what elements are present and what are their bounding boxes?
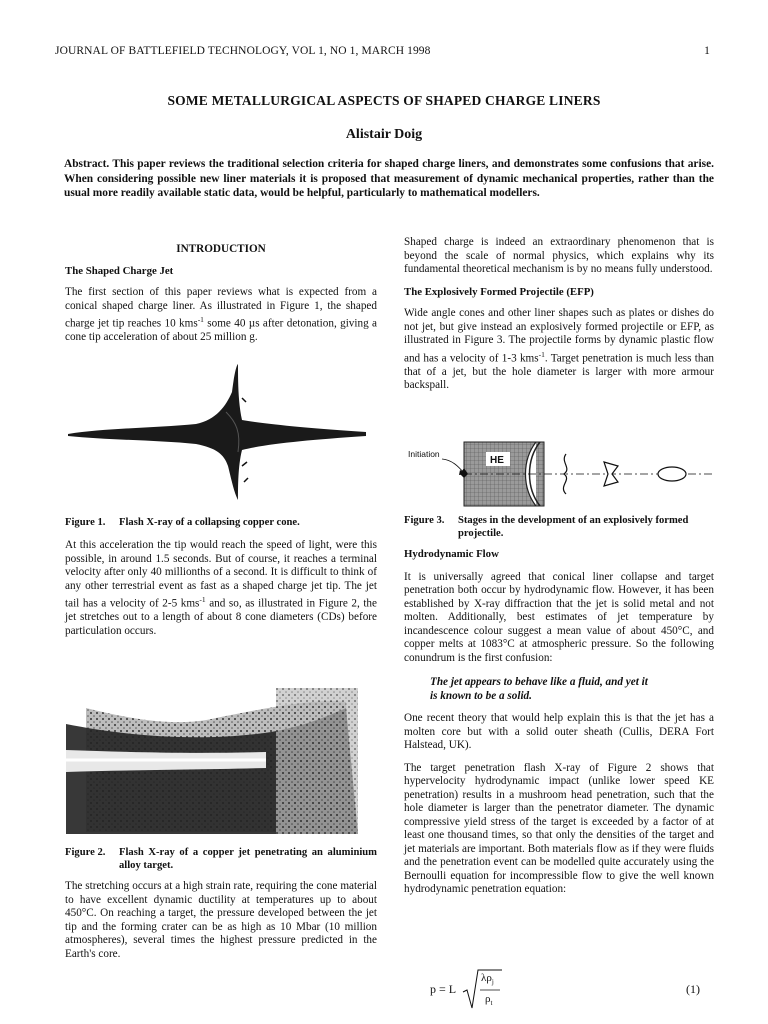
- paragraph: The first section of this paper reviews what is expected from a conical shaped charge liner. As illustrated in Figure 1, the shaped charge jet tip reaches 10 kms$^{-1}$ some 40 µs after detonation, giving a cone tip acceleration of about 25 million g.: [65, 286, 377, 344]
- left-column-mid: [65, 539, 377, 638]
- abstract: Abstract. This paper reviews the traditional selection criteria for shaped charge liners, and demonstrates some confusions that arise. When considering possible new liner materials it is proposed that measurement of dynamic mechanical properties, rather than the usual more readily available static data, would be helpful, particularly to mathematical modellers.: [64, 158, 714, 199]
- section-heading-introduction: INTRODUCTION: [176, 243, 266, 255]
- journal-title: JOURNAL OF BATTLEFIELD TECHNOLOGY, VOL 1, NO 1, MARCH 1998: [55, 45, 431, 57]
- right-column-top: [404, 236, 714, 393]
- quote-line-1: The jet appears to behave like a fluid, and yet it: [430, 676, 648, 688]
- paper-title: SOME METALLURGICAL ASPECTS OF SHAPED CHARGE LINERS: [167, 93, 601, 108]
- paragraph: One recent theory that would help explain this is that the jet has a molten core but with a solid outer sheath (Cullis, DERA Fort Halstead, UK).: [404, 712, 714, 751]
- figure-1-caption: Figure 1. Flash X-ray of a collapsing copper cone.: [65, 517, 300, 528]
- equation-1: [404, 968, 714, 1014]
- running-header: [55, 45, 710, 57]
- left-column-bottom: [65, 880, 377, 961]
- paragraph: The stretching occurs at a high strain rate, requiring the cone material to have excellent dynamic ductility at temperatures up to about 450°C. On reaching a target, the pressure developed between the jet tip and the forming crater can be as high as 10 Mbar (10 million atmospheres), several times the highest pressure predicted in the Earth's core.: [65, 880, 377, 960]
- subheading-shaped-charge-jet: The Shaped Charge Jet: [65, 264, 174, 277]
- paragraph: It is universally agreed that conical liner collapse and target penetration both occur by hydrodynamic flow. However, it has been established by X-ray diffraction that the jet is solid metal and not molten. Additionally, best estimates of jet temperature by incandescence colour suggest a mean value of about 450°C, and copper melts at 1083°C at atmospheric pressure. So the following conundrum is the first confusion:: [404, 570, 714, 664]
- figure-3-efp-diagram: [406, 440, 716, 508]
- page-number: 1: [704, 45, 710, 57]
- figure-2-xray-image: [66, 688, 358, 834]
- author: Alistair Doig: [345, 127, 423, 142]
- figure-2-caption: Figure 2. Flash X-ray of a copper jet penetrating an aluminium alloy target.: [65, 847, 377, 871]
- paragraph: Shaped charge is indeed an extraordinary phenomenon that is beyond the scale of normal physics, which explains why its fundamental theoretical mechanism is by no means fully understood.: [404, 236, 714, 275]
- subheading-hydrodynamic-flow: Hydrodynamic Flow: [404, 548, 499, 560]
- left-column-top: [65, 243, 377, 345]
- he-label: HE: [490, 455, 504, 466]
- figure-3-caption: Figure 3. Stages in the development of an explosively formed projectile.: [404, 515, 689, 539]
- paragraph: At this acceleration the tip would reach the speed of light, were this possible, in around 1.5 seconds. But of course, it reaches a terminal velocity after only 40 millionths of a second. It is difficult to think of any other terrestrial event as fast as a shaped charge jet tip. The jet tail has a velocity of 2-5 kms$^{-1}$ and so, as illustrated in Figure 2, the jet stretches out to a length of about 8 cone diameters (CDs) before particulation occurs.: [65, 539, 377, 637]
- equation-numerator: $\lambda\rho_j$: [481, 972, 494, 987]
- paragraph: The target penetration flash X-ray of Figure 2 shows that hypervelocity hydrodynamic impact (unlike lower speed KE penetration) results in a mushroom head penetration, such that the hole diameter is larger than the penetrator diameter. The dynamic compressive yield stress of the target is exceeded by a factor of at least one thousand times, so that only the densities of the target and jet materials are important. Both materials flow as if they were fluids and the penetration event can be modelled quite accurately using the Bernoulli equation for incompressible flow to give the well known hydrodynamic penetration equation:: [404, 761, 714, 895]
- equation-number: (1): [686, 982, 700, 996]
- equation-lhs: p = L: [430, 982, 457, 996]
- paragraph: Wide angle cones and other liner shapes such as plates or dishes do not jet, but give instead an explosively formed projectile or EFP, as illustrated in Figure 3. The projectile forms by dynamic plastic flow and has a velocity of 1-3 kms$^{-1}$. Target penetration is much less than that of a jet, but the hole diameter is larger with more armour backspall.: [404, 307, 714, 392]
- quote-line-2: is known to be a solid.: [430, 690, 532, 702]
- initiation-label: Initiation: [408, 449, 440, 459]
- figure-1-xray-image: [66, 362, 370, 504]
- right-column-body: [404, 548, 714, 897]
- subheading-efp: The Explosively Formed Projectile (EFP): [404, 285, 594, 298]
- equation-denominator: $\rho_t$: [485, 993, 493, 1008]
